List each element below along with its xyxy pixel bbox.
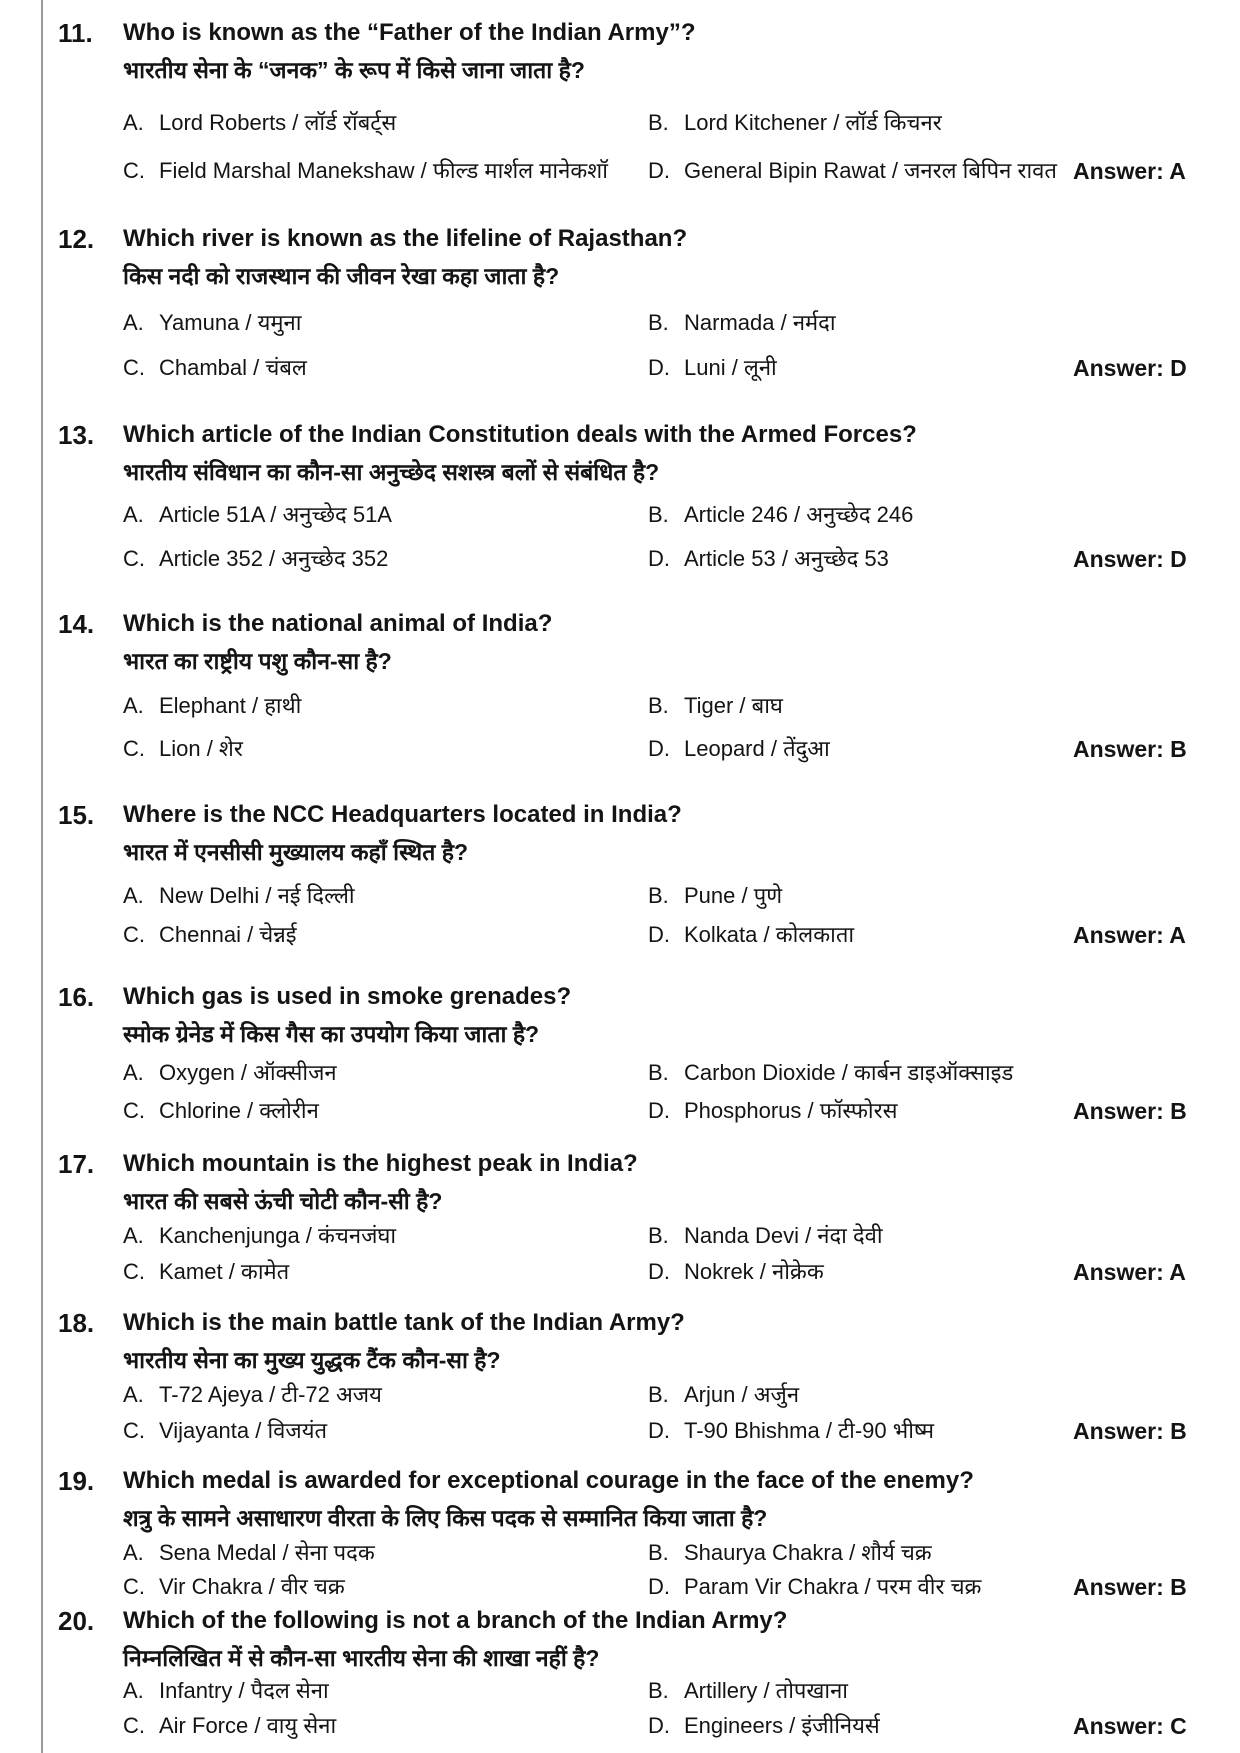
question-text-hindi: स्मोक ग्रेनेड में किस गैस का उपयोग किया जाता है? [123,1021,540,1047]
option-b [648,1379,799,1411]
question-number: 17. [58,1149,95,1179]
option-letter: A. [123,883,144,908]
option-a [123,499,392,531]
option-letter: A. [123,110,144,135]
answer-label: Answer: D [1073,355,1187,381]
option-text: T-90 Bhishma / टी-90 भीष्म [684,1418,935,1443]
option-b [648,880,782,912]
question-text-hindi: भारत में एनसीसी मुख्यालय कहाँ स्थित है? [123,839,469,865]
option-text: Artillery / तोपखाना [684,1678,849,1703]
option-text: Carbon Dioxide / कार्बन डाइऑक्साइड [684,1060,1014,1085]
question-text-english: Which mountain is the highest peak in India? [123,1150,638,1177]
option-text: Sena Medal / सेना पदक [159,1540,375,1565]
option-text: Nokrek / नोक्रेक [684,1259,824,1284]
option-letter: B. [648,1678,669,1703]
option-text: Chlorine / क्लोरीन [159,1098,319,1123]
question-number: 12. [58,224,95,254]
question-text-english: Which is the main battle tank of the Indian Army? [123,1309,685,1336]
option-a [123,1057,337,1089]
question-number: 20. [58,1606,95,1636]
option-letter: D. [648,1259,670,1284]
option-a [123,1220,396,1252]
question-text-hindi: भारतीय सेना का मुख्य युद्धक टैंक कौन-सा है? [123,1347,501,1373]
answer-label: Answer: B [1073,1418,1187,1444]
option-text: Lion / शेर [159,736,243,761]
question-text-hindi: निम्नलिखित में से कौन-सा भारतीय सेना की शाखा नहीं है? [123,1645,600,1671]
option-text: Air Force / वायु सेना [159,1713,337,1738]
question-text-hindi: भारतीय संविधान का कौन-सा अनुच्छेद सशस्त्र बलों से संबंधित है? [123,459,660,485]
option-c [123,1710,336,1742]
option-d [648,1710,880,1742]
option-text: Oxygen / ऑक्सीजन [159,1060,337,1085]
question-text-hindi: भारत का राष्ट्रीय पशु कौन-सा है? [123,648,392,674]
option-text: Chambal / चंबल [159,355,307,380]
question-text-hindi: भारत की सबसे ऊंची चोटी कौन-सी है? [123,1188,443,1214]
question-text-hindi: किस नदी को राजस्थान की जीवन रेखा कहा जाता है? [123,263,560,289]
option-letter: B. [648,1540,669,1565]
option-d [648,733,830,765]
option-letter: C. [123,1259,145,1284]
option-text: Article 51A / अनुच्छेद 51A [159,502,392,527]
answer-label: Answer: A [1073,158,1186,184]
question-text-english: Where is the NCC Headquarters located in India? [123,801,682,828]
option-text: Leopard / तेंदुआ [684,736,830,761]
option-d [648,543,889,575]
question-number: 15. [58,800,95,830]
option-text: Chennai / चेन्नई [159,922,297,947]
answer-label: Answer: B [1073,736,1187,762]
option-letter: B. [648,883,669,908]
option-letter: C. [123,355,145,380]
question-text-english: Which medal is awarded for exceptional courage in the face of the enemy? [123,1467,974,1494]
option-letter: D. [648,355,670,380]
question-text-english: Which article of the Indian Constitution deals with the Armed Forces? [123,421,917,448]
option-d [648,155,1057,187]
option-c [123,543,388,575]
option-letter: A. [123,1382,144,1407]
option-b [648,1675,848,1707]
option-text: Shaurya Chakra / शौर्य चक्र [684,1540,932,1565]
option-d [648,1415,934,1447]
option-text: Article 352 / अनुच्छेद 352 [159,546,389,571]
option-text: T-72 Ajeya / टी-72 अजय [159,1382,382,1407]
option-letter: C. [123,736,145,761]
option-b [648,107,942,139]
answer-label: Answer: C [1073,1713,1187,1739]
option-letter: B. [648,110,669,135]
option-a [123,880,355,912]
option-letter: D. [648,546,670,571]
option-b [648,1057,1013,1089]
option-d [648,1095,898,1127]
option-text: Luni / लूनी [684,355,777,380]
option-a [123,1675,329,1707]
option-d [648,352,777,384]
answer-label: Answer: D [1073,546,1187,572]
option-text: Vir Chakra / वीर चक्र [159,1574,345,1599]
option-letter: B. [648,310,669,335]
option-a [123,107,396,139]
option-text: Lord Roberts / लॉर्ड रॉबर्ट्स [159,110,397,135]
option-b [648,1220,883,1252]
option-letter: C. [123,1574,145,1599]
question-number: 19. [58,1466,95,1496]
option-letter: C. [123,158,145,183]
option-c [123,155,608,187]
question-number: 11. [58,18,93,48]
option-d [648,1571,981,1603]
question-text-english: Which river is known as the lifeline of Rajasthan? [123,225,688,252]
option-letter: C. [123,546,145,571]
option-letter: B. [648,693,669,718]
option-letter: B. [648,1060,669,1085]
option-text: Pune / पुणे [684,883,783,908]
option-text: Infantry / पैदल सेना [159,1678,329,1703]
option-letter: B. [648,1223,669,1248]
option-text: New Delhi / नई दिल्ली [159,883,355,908]
option-letter: D. [648,1713,670,1738]
option-text: Article 246 / अनुच्छेद 246 [684,502,914,527]
option-b [648,307,836,339]
question-number: 14. [58,609,95,639]
question-number: 13. [58,420,95,450]
option-c [123,1415,327,1447]
option-text: Field Marshal Manekshaw / फील्ड मार्शल मानेकशॉ [159,158,608,183]
question-text-english: Which is the national animal of India? [123,610,553,637]
option-letter: B. [648,1382,669,1407]
answer-label: Answer: B [1073,1098,1187,1124]
option-text: Article 53 / अनुच्छेद 53 [684,546,889,571]
question-number: 16. [58,982,95,1012]
option-letter: D. [648,1574,670,1599]
option-a [123,1537,375,1569]
option-c [123,1095,319,1127]
option-text: Kamet / कामेत [159,1259,290,1284]
option-letter: A. [123,502,144,527]
option-letter: C. [123,1098,145,1123]
option-b [648,1537,932,1569]
question-text-hindi: भारतीय सेना के “जनक” के रूप में किसे जाना जाता है? [123,57,585,83]
option-text: Engineers / इंजीनियर्स [684,1713,880,1738]
option-letter: C. [123,922,145,947]
option-text: Narmada / नर्मदा [684,310,836,335]
question-text-english: Which of the following is not a branch of the Indian Army? [123,1607,788,1634]
option-letter: D. [648,1418,670,1443]
option-c [123,733,243,765]
option-text: Kanchenjunga / कंचनजंघा [159,1223,397,1248]
answer-label: Answer: A [1073,1259,1186,1285]
option-c [123,1571,345,1603]
option-letter: A. [123,310,144,335]
option-text: Kolkata / कोलकाता [684,922,855,947]
option-letter: D. [648,736,670,761]
option-letter: A. [123,1223,144,1248]
option-letter: A. [123,1060,144,1085]
option-letter: A. [123,693,144,718]
question-text-english: Who is known as the “Father of the Indian Army”? [123,19,696,46]
option-letter: D. [648,922,670,947]
option-c [123,352,307,384]
option-text: Lord Kitchener / लॉर्ड किचनर [684,110,942,135]
option-a [123,690,301,722]
option-text: Yamuna / यमुना [159,310,302,335]
option-text: Vijayanta / विजयंत [159,1418,327,1443]
option-b [648,690,783,722]
option-b [648,499,913,531]
option-letter: A. [123,1540,144,1565]
option-c [123,1256,289,1288]
option-text: Tiger / बाघ [684,693,783,718]
option-text: Elephant / हाथी [159,693,302,718]
option-letter: A. [123,1678,144,1703]
option-d [648,1256,824,1288]
option-letter: B. [648,502,669,527]
option-letter: C. [123,1713,145,1738]
option-d [648,919,854,951]
answer-label: Answer: B [1073,1574,1187,1600]
option-text: Nanda Devi / नंदा देवी [684,1223,883,1248]
option-letter: D. [648,158,670,183]
left-margin-line [41,0,43,1753]
question-text-english: Which gas is used in smoke grenades? [123,983,572,1010]
question-number: 18. [58,1308,95,1338]
option-text: Param Vir Chakra / परम वीर चक्र [684,1574,982,1599]
option-a [123,307,301,339]
option-letter: C. [123,1418,145,1443]
option-text: Arjun / अर्जुन [684,1382,800,1407]
option-c [123,919,297,951]
option-text: Phosphorus / फॉस्फोरस [684,1098,898,1123]
option-a [123,1379,382,1411]
answer-label: Answer: A [1073,922,1186,948]
option-letter: D. [648,1098,670,1123]
question-text-hindi: शत्रु के सामने असाधारण वीरता के लिए किस पदक से सम्मानित किया जाता है? [123,1505,768,1531]
option-text: General Bipin Rawat / जनरल बिपिन रावत [684,158,1057,183]
